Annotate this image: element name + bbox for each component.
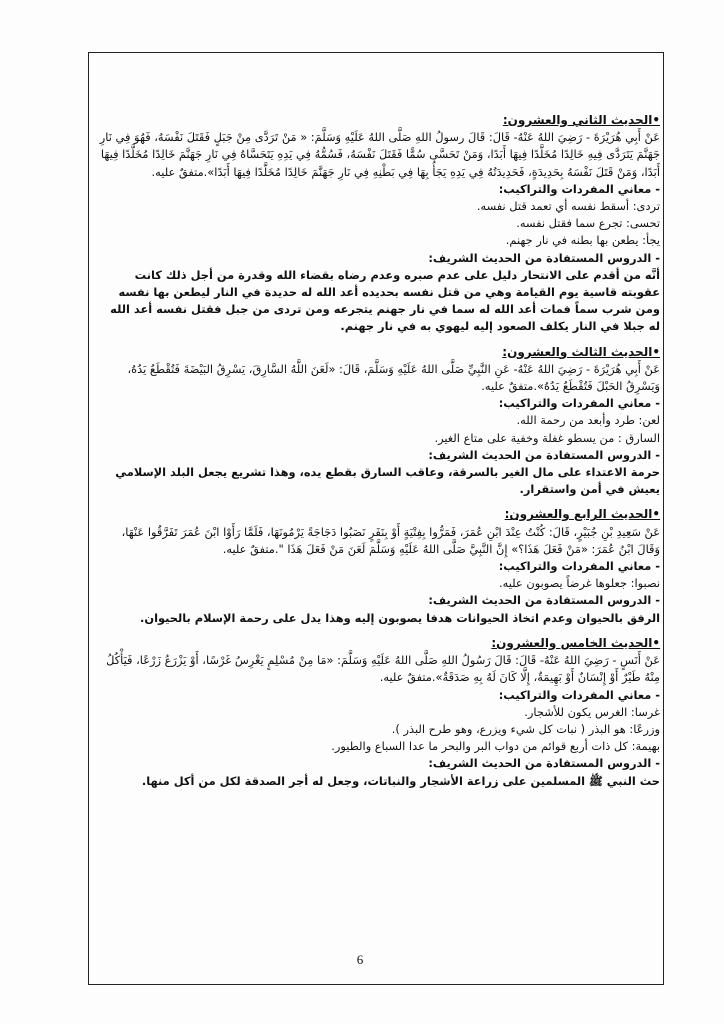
vocab-item: السارق : من يسطو غفلة وخفية على متاع الغير. xyxy=(434,430,660,445)
vocab-title: - معاني المفردات والتراكيب: xyxy=(498,687,660,702)
vocab-item: غرسا: الغرس يكون للأشجار. xyxy=(524,704,660,719)
vocab-item: بهيمة: كل ذات أربع قوائم من دواب البر والبحر ما عدا السباع والطيور. xyxy=(331,739,660,754)
lesson-item: أنَّه من أقدم على الانتحار دليل على عدم صبره وعدم رضاه بقضاء الله وقدرة من أجل ذلك كانت عقوبته قاسية يوم القيامة وهي من قتل نفسه بحديده أعد الله له حديدة في النار ليطعن بها نفسه ومن شرب سماً فمات أعد الله له سما في نار جهنم يتجرعه ومن تردى من جبل فقتل نفسه أعد الله له جبلا في النار يكلف الصعود إليه ليهوي به في نار جهنم. xyxy=(110,267,660,334)
lesson-item: حرمة الاعتداء على مال الغير بالسرقة، وعاقب السارق بقطع يده، وهذا تشريع يجعل البلد الإسلامي يعيش في أمن واستقرار. xyxy=(115,465,660,497)
hadith-text: عَنْ أَنَسٍ - رَضِيَ اللهُ عَنْهُ- قَالَ: قَالَ رَسُولُ اللهِ صَلَّى اللهُ عَلَيْهِ وَسَلَّمَ: «مَا مِنْ مُسْلِمٍ يَغْرِسُ غَرْسًا، أَوْ يَزْرَعُ زَرْعًا، فَيَأْكُلُ مِنْهُ طَيْرٌ أَوْ إِنْسَانٌ أَوْ بَهِيمَةٌ، إِلَّا كَانَ لَهُ بِهِ صَدَقَةٌ».متفقٌ عليه. xyxy=(106,653,660,685)
section-heading: •الحديث الثالث والعشرون: xyxy=(502,344,660,359)
vocab-item: يجأ: يطعن بها بطنه في نار جهنم. xyxy=(505,233,660,248)
vocab-title: - معاني المفردات والتراكيب: xyxy=(498,559,660,574)
vocab-item: تردى: أسقط نفسه أي تعمد قتل نفسه. xyxy=(476,199,660,214)
section-heading: •الحديث الثاني والعشرون: xyxy=(502,113,660,127)
lessons-title: - الدروس المستفادة من الحديث الشريف: xyxy=(428,593,660,608)
lessons-title: - الدروس المستفادة من الحديث الشريف: xyxy=(428,250,660,265)
hadith-section-25 xyxy=(98,635,660,790)
document-content xyxy=(98,112,660,798)
vocab-item: لعن: طرد وأبعد من رحمة الله. xyxy=(516,413,660,428)
lessons-title: - الدروس المستفادة من الحديث الشريف: xyxy=(428,447,660,462)
hadith-text: عَنْ سَعِيدِ بْنِ جُبَيْرٍ، قَالَ: كُنْتُ عِنْدَ ابْنِ عُمَرَ، فَمَرُّوا بِفِتْيَةٍ أَوْ بِنَفَرٍ نَصَبُوا دَجَاجَةً يَرْمُونَهَا، فَلَمَّا رَأَوْا ابْنَ عُمَرَ تَفَرَّقُوا عَنْهَا، وَقَالَ ابْنُ عُمَرَ: «مَنْ فَعَلَ هَذَا؟» إِنَّ النَّبِيَّ صَلَّى اللهُ عَلَيْهِ وَسَلَّمَ لَعَنَ مَنْ فَعَلَ هَذَا ".متفقٌ عليه. xyxy=(121,524,660,556)
hadith-text: عَنْ أَبِي هُرَيْرَةَ - رَضِيَ اللهُ عَنْهُ- قَالَ: قَالَ رسولُ اللهِ صَلَّى اللهُ عَلَيْهِ وَسَلَّمَ: « مَنْ تَرَدَّى مِنْ جَبَلٍ فَقَتَلَ نَفْسَهُ، فَهُوَ فِي نَارِ جَهَنَّمَ يَتَرَدَّى فِيهِ خَالِدًا مُخَلَّدًا فِيهَا أَبَدًا، وَمَنْ تَحَسَّى سُمًّا فَقَتَلَ نَفْسَهُ، فَسُمُّهُ فِي يَدِهِ يَتَحَسَّاهُ فِي نَارِ جَهَنَّمَ خَالِدًا مُخَلَّدًا فِيهَا أَبَدًا، وَمَنْ قَتَلَ نَفْسَهُ بِحَدِيدَةٍ، فَحَدِيدَتُهُ فِي يَدِهِ يَجَأُ بِهَا فِي بَطْنِهِ فِي نَارِ جَهَنَّمَ خَالِدًا مُخَلَّدًا فِيهَا أَبَدًا».متفقٌ عليه. xyxy=(99,130,660,179)
vocab-item: نصبوا: جعلوها غرضاً يصوبون عليه. xyxy=(499,576,660,591)
lesson-item: حث النبي ﷺ المسلمين على زراعة الأشجار والنباتات، وجعل له أجر الصدقة لكل من أكل منها. xyxy=(141,773,660,788)
vocab-item: تحسى: تجرع سما فقتل نفسه. xyxy=(516,216,660,231)
lesson-item: الرفق بالحيوان وعدم اتخاذ الحيوانات هدفا يصوبون إليه وهذا يدل على رحمة الإسلام بالحيوان. xyxy=(140,610,660,625)
hadith-section-23 xyxy=(98,344,660,499)
vocab-title: - معاني المفردات والتراكيب: xyxy=(498,396,660,411)
vocab-title: - معاني المفردات والتراكيب: xyxy=(498,181,660,196)
hadith-section-24 xyxy=(98,506,660,626)
hadith-text: عَنْ أَبِي هُرَيْرَةَ - رَضِيَ اللهُ عَنْهُ- عَنِ النَّبِيِّ صَلَّى اللهُ عَلَيْهِ وَسَلَّمَ، قَالَ: «لَعَنَ اللَّهُ السَّارِقَ، يَسْرِقُ البَيْضَةَ فَتُقْطَعُ يَدُهُ، وَيَسْرِقُ الحَبْلَ فَتُقْطَعُ يَدُهُ».متفقٌ عليه. xyxy=(127,361,660,394)
hadith-section-22 xyxy=(98,112,660,336)
vocab-item: وزرعًا: هو البذر ( نبات كل شيء ويزرع، وهو طرح البذر ). xyxy=(391,721,660,736)
lessons-title: - الدروس المستفادة من الحديث الشريف: xyxy=(428,756,660,771)
page-number: 6 xyxy=(356,952,364,967)
section-heading: •الحديث الخامس والعشرون: xyxy=(491,635,660,650)
section-heading: •الحديث الرابع والعشرون: xyxy=(504,507,660,522)
